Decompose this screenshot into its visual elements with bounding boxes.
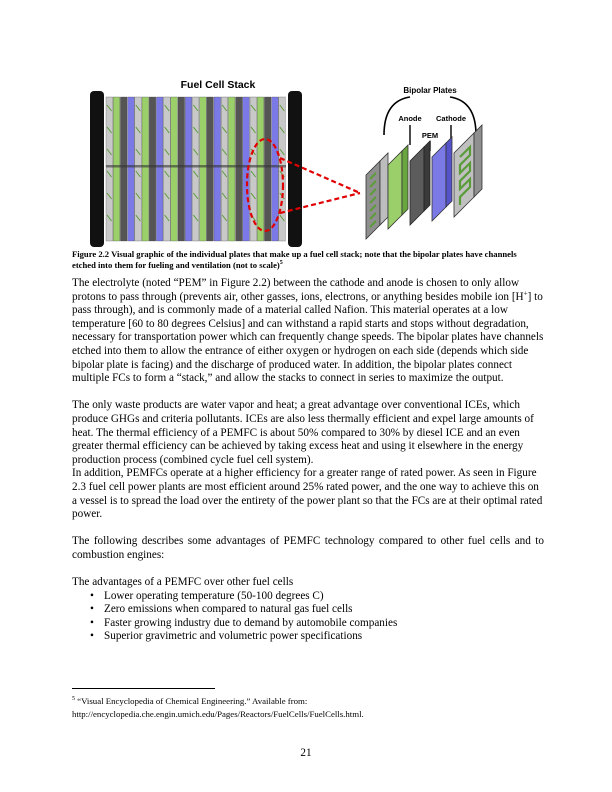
bullet: • <box>90 589 94 602</box>
zoom-callout <box>247 139 360 231</box>
list-item-text: Lower operating temperature (50-100 degrees C) <box>104 589 324 602</box>
list-item-text: Faster growing industry due to demand by automobile companies <box>104 616 398 629</box>
footnote-line-1: “Visual Encyclopedia of Chemical Engineering.” Available from: <box>75 696 308 706</box>
list-item <box>72 603 544 617</box>
paragraph-efficiency: In addition, PEMFCs operate at a higher efficiency for a greater range of rated power. As seen in Figure 2.3 fuel cell power plants are most efficient around 25% rated power, and the one way to achieve this on a vessel is to spread the load over the entirety of the power plant so that the FCs are at their optimal rated power. <box>72 467 543 521</box>
paragraph-electrolyte <box>72 277 544 386</box>
bipolar-plates-label: Bipolar Plates <box>403 86 457 95</box>
superscript-plus: + <box>523 288 528 297</box>
list-item-text: Superior gravimetric and volumetric power specifications <box>104 630 363 643</box>
footnote-marker: 5 <box>72 696 75 703</box>
paragraph-electrolyte-text-a: The electrolyte (noted “PEM” in Figure 2.2) between the cathode and anode is chosen to only allow protons to pass through (prevents air, other gasses, ions, electrons, or anything besides mobile ion [H <box>72 277 524 303</box>
body-text <box>72 277 544 644</box>
bullet: • <box>90 630 94 643</box>
footnote <box>72 695 542 720</box>
caption-text: Figure 2.2 Visual graphic of the individual plates that make up a fuel cell stack; note that the bipolar plates have channels etched into them for fueling and ventilation (not to scale) <box>72 249 517 270</box>
fuel-cell-figure <box>70 75 542 247</box>
exploded-plates <box>366 125 482 239</box>
stack-title: Fuel Cell Stack <box>180 79 256 91</box>
cathode-label: Cathode <box>436 114 466 123</box>
footnote-url[interactable]: http://encyclopedia.che.engin.umich.edu/Pages/Reactors/FuelCells/FuelCells.html. <box>72 708 364 719</box>
list-item-text: Zero emissions when compared to natural gas fuel cells <box>104 603 353 616</box>
list-intro: The advantages of a PEMFC over other fuel cells <box>72 576 294 589</box>
page-number: 21 <box>300 747 312 759</box>
paragraph-waste-products: The only waste products are water vapor and heat; a great advantage over conventional ICEs, which produce GHGs and criteria pollutants. ICEs are also less thermally efficient and expel large amounts of heat. The thermal efficiency of a PEMFC is about 50% compared to 30% by diesel ICE and an even greater thermal efficiency can be achieved by taking excess heat and using it elsewhere in the energy production process (combined cycle fuel cell system). <box>72 399 534 466</box>
fuel-cell-stack <box>90 91 302 247</box>
pem-label: PEM <box>421 131 439 140</box>
advantages-list <box>72 590 544 644</box>
bullet: • <box>90 603 94 616</box>
footnote-divider <box>72 688 215 689</box>
list-item <box>72 617 544 631</box>
list-item <box>72 630 544 644</box>
figure-caption <box>72 249 542 270</box>
bullet: • <box>90 616 94 629</box>
caption-footnote-ref: 5 <box>279 259 283 266</box>
list-item <box>72 590 544 604</box>
paragraph-advantages-intro: The following describes some advantages of PEMFC technology compared to other fuel cells and to combustion engines: <box>72 535 544 561</box>
anode-label: Anode <box>398 114 422 123</box>
paragraph-electrolyte-text-b: ] to pass through), and is commonly made of a material called Nafion. This material operates at a low temperature [60 to 80 degrees Celsius] and can withstand a rapid starts and stops without degradation, necessary for transportation power which can frequently change speeds. The bipolar plates have channels etched into them to allow the entrance of either oxygen or hydrogen on each side (depends which side bipolar plate is facing) and the discharge of produced water. In addition, the bipolar plates connect multiple FCs to form a “stack,” and allow the stacks to connect in series to maximize the output. <box>72 290 544 385</box>
